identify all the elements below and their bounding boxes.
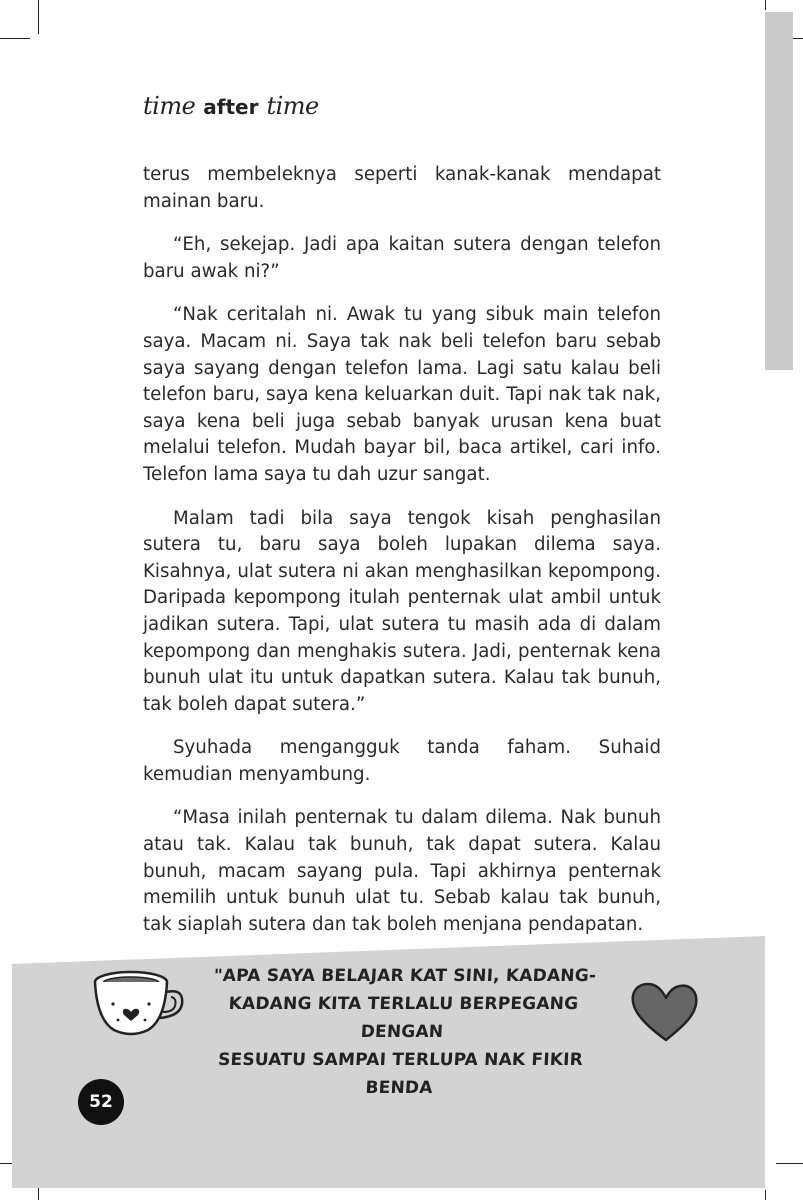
paragraph-1: terus membeleknya seperti kanak-kanak mendapat mainan baru. (143, 164, 661, 212)
body-text (143, 162, 661, 955)
header-title-part3: time (266, 92, 319, 120)
crop-mark-bottom-right-v (765, 1190, 766, 1200)
quote-line-3: SESUATU SAMPAI TERLUPA NAK FIKIR BENDA (217, 1050, 584, 1098)
crop-mark-bottom-right-h (776, 1163, 803, 1164)
crop-mark-top-left-v (38, 0, 39, 34)
header-title-part2: after (203, 95, 259, 119)
heart-icon (628, 978, 700, 1044)
paragraph-4: Malam tadi bila saya tengok kisah penghasilan sutera tu, baru saya boleh lupakan dilema saya. Kisahnya, ulat sutera ni akan menghasilkan kepompong. Daripada kepompong itulah penternak ulat ambil untuk jadikan sutera. Tapi, ulat sutera tu masih ada di dalam kepompong dan menghakis sutera. Jadi, penternak kena bunuh ulat itu untuk dapatkan sutera. Kalau tak bunuh, tak boleh dapat sutera.” (143, 507, 661, 715)
page-number-badge (78, 1079, 124, 1125)
paragraph-5: Syuhada mengangguk tanda faham. Suhaid kemudian menyambung. (143, 737, 661, 785)
page-number: 52 (89, 1092, 113, 1112)
crop-mark-top-right-v (765, 0, 766, 10)
crop-mark-top-left-h (0, 38, 30, 39)
quote-line-2: KADANG KITA TERLALU BERPEGANG DENGAN (228, 994, 579, 1042)
paragraph-2: “Eh, sekejap. Jadi apa kaitan sutera dengan telefon baru awak ni?” (143, 234, 661, 282)
quote-line-1: "APA SAYA BELAJAR KAT SINI, KADANG- (213, 966, 597, 986)
running-header (143, 92, 319, 132)
paragraph-3: “Nak ceritalah ni. Awak tu yang sibuk main telefon saya. Macam ni. Saya tak nak beli telefon baru sebab saya sayang dengan telefon lama. Lagi satu kalau beli telefon baru, saya kena keluarkan duit. Tapi nak tak nak, saya kena beli juga sebab banyak urusan kena buat melalui telefon. Mudah bayar bil, baca artikel, cari info. Telefon lama saya tu dah uzur sangat. (143, 304, 661, 485)
paragraph-6: “Masa inilah penternak tu dalam dilema. Nak bunuh atau tak. Kalau tak bunuh, tak dapat sutera. Kalau bunuh, macam sayang pula. Tapi akhirnya penternak memilih untuk bunuh ulat tu. Sebab kalau tak bunuh, tak siaplah sutera dan tak boleh menjana pendapatan. (143, 807, 661, 935)
pull-quote (192, 962, 611, 1102)
header-title-part1: time (143, 92, 196, 120)
coffee-cup-icon (88, 968, 188, 1040)
chapter-side-tab (765, 12, 793, 370)
